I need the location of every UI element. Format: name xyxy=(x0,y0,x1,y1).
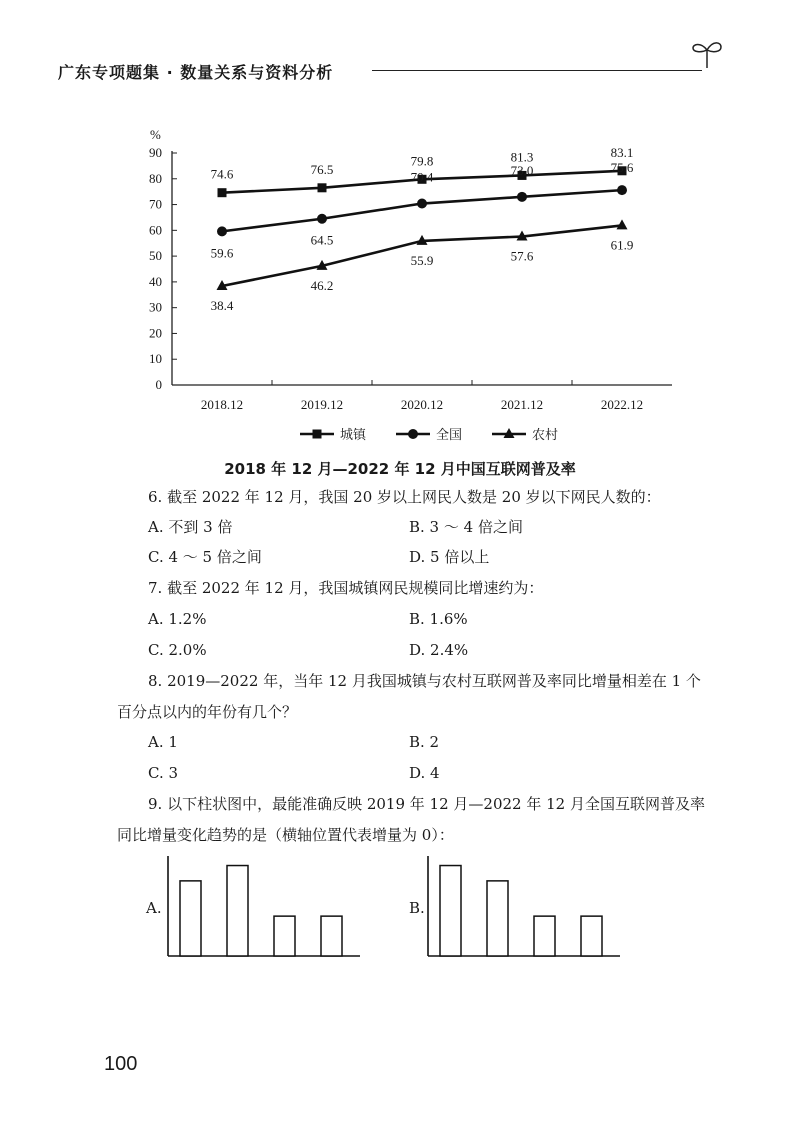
sprout-icon xyxy=(690,36,724,70)
y-axis-unit: % xyxy=(150,127,161,142)
legend-marker-全国 xyxy=(408,429,418,439)
running-header: 广东专项题集 · 数量关系与资料分析 xyxy=(58,63,334,82)
data-point-全国 xyxy=(517,192,527,202)
question-8-stem-line1: 8. 2019—2022 年，当年 12 月我国城镇与农村互联网普及率同比增量相差在 1 个 xyxy=(148,672,701,690)
y-tick-label: 50 xyxy=(149,248,162,264)
q6-option-c[interactable]: C. 4 ～ 5 倍之间 xyxy=(148,548,262,566)
chart-caption: 2018 年 12 月—2022 年 12 月中国互联网普及率 xyxy=(224,460,576,478)
y-tick-label: 20 xyxy=(149,325,162,341)
data-label-农村: 57.6 xyxy=(510,248,534,264)
data-label-农村: 46.2 xyxy=(310,277,334,293)
data-label-城镇: 81.3 xyxy=(510,149,534,165)
data-label-城镇: 76.5 xyxy=(310,161,334,177)
question-6-stem: 6. 截至 2022 年 12 月，我国 20 岁以上网民人数是 20 岁以下网民人数的： xyxy=(148,488,661,506)
option-a-bar-chart[interactable] xyxy=(160,852,370,962)
option-b-bar xyxy=(440,866,461,956)
data-label-全国: 59.6 xyxy=(210,245,234,261)
y-tick-label: 40 xyxy=(149,273,162,289)
data-point-城镇 xyxy=(218,188,227,197)
header-rule xyxy=(372,70,702,71)
q7-option-b[interactable]: B. 1.6% xyxy=(409,610,468,628)
q7-option-c[interactable]: C. 2.0% xyxy=(148,641,207,659)
x-tick-label: 2019.12 xyxy=(300,397,344,412)
question-9-stem-line1: 9. 以下柱状图中，最能准确反映 2019 年 12 月—2022 年 12 月全国互联网普及率 xyxy=(148,795,705,813)
option-a-bar xyxy=(321,916,342,956)
data-point-全国 xyxy=(317,214,327,224)
y-tick-label: 30 xyxy=(149,299,162,315)
q7-option-d[interactable]: D. 2.4% xyxy=(409,641,469,659)
q6-option-a[interactable]: A. 不到 3 倍 xyxy=(148,518,233,536)
option-b-bar xyxy=(534,916,555,956)
data-point-全国 xyxy=(217,226,227,236)
option-b-bar-chart[interactable] xyxy=(420,852,630,962)
question-9-stem-line2: 同比增量变化趋势的是（横轴位置代表增量为 0）： xyxy=(117,826,454,844)
data-label-全国: 70.4 xyxy=(410,169,434,185)
q6-option-d[interactable]: D. 5 倍以上 xyxy=(409,548,490,566)
question-8-stem-line2: 百分点以内的年份有几个？ xyxy=(117,703,298,721)
y-tick-label: 60 xyxy=(149,222,162,238)
legend-marker-城镇 xyxy=(313,430,322,439)
q9-option-a[interactable]: A. xyxy=(146,899,162,917)
legend-label-全国: 全国 xyxy=(436,427,463,442)
legend-label-农村: 农村 xyxy=(532,427,559,442)
data-label-全国: 73.0 xyxy=(510,162,534,178)
q9-option-b[interactable]: B. xyxy=(409,899,425,917)
data-label-城镇: 79.8 xyxy=(410,153,434,169)
q8-option-a[interactable]: A. 1 xyxy=(148,733,178,751)
q8-option-b[interactable]: B. 2 xyxy=(409,733,440,751)
q8-option-d[interactable]: D. 4 xyxy=(409,764,440,782)
x-tick-label: 2020.12 xyxy=(400,397,444,412)
y-tick-label: 0 xyxy=(155,377,162,392)
y-tick-label: 80 xyxy=(149,170,162,186)
data-point-城镇 xyxy=(318,183,327,192)
x-tick-label: 2022.12 xyxy=(600,397,644,412)
data-label-城镇: 74.6 xyxy=(210,166,234,182)
internet-penetration-line-chart xyxy=(0,115,800,455)
x-tick-label: 2021.12 xyxy=(500,397,544,412)
q7-option-a[interactable]: A. 1.2% xyxy=(148,610,207,628)
data-label-城镇: 83.1 xyxy=(610,144,634,160)
y-tick-label: 10 xyxy=(149,351,162,367)
option-a-bar xyxy=(227,866,248,956)
data-label-全国: 64.5 xyxy=(310,232,334,248)
q8-option-c[interactable]: C. 3 xyxy=(148,764,179,782)
data-point-全国 xyxy=(417,199,427,209)
data-label-农村: 61.9 xyxy=(610,237,634,253)
option-b-bar xyxy=(487,881,508,956)
data-point-农村 xyxy=(617,219,628,229)
data-label-全国: 75.6 xyxy=(610,160,634,176)
x-tick-label: 2018.12 xyxy=(200,397,244,412)
data-label-农村: 55.9 xyxy=(410,252,434,268)
y-tick-label: 90 xyxy=(149,145,162,160)
option-a-bar xyxy=(180,881,201,956)
q6-option-b[interactable]: B. 3 ～ 4 倍之间 xyxy=(409,518,523,536)
option-a-bar xyxy=(274,916,295,956)
option-b-bar xyxy=(581,916,602,956)
series-line-全国 xyxy=(222,190,622,231)
legend-label-城镇: 城镇 xyxy=(340,427,367,442)
y-tick-label: 70 xyxy=(149,196,162,212)
page-number: 100 xyxy=(104,1053,138,1075)
data-label-农村: 38.4 xyxy=(210,298,234,314)
question-7-stem: 7. 截至 2022 年 12 月，我国城镇网民规模同比增速约为： xyxy=(148,579,544,597)
data-point-全国 xyxy=(617,185,627,195)
